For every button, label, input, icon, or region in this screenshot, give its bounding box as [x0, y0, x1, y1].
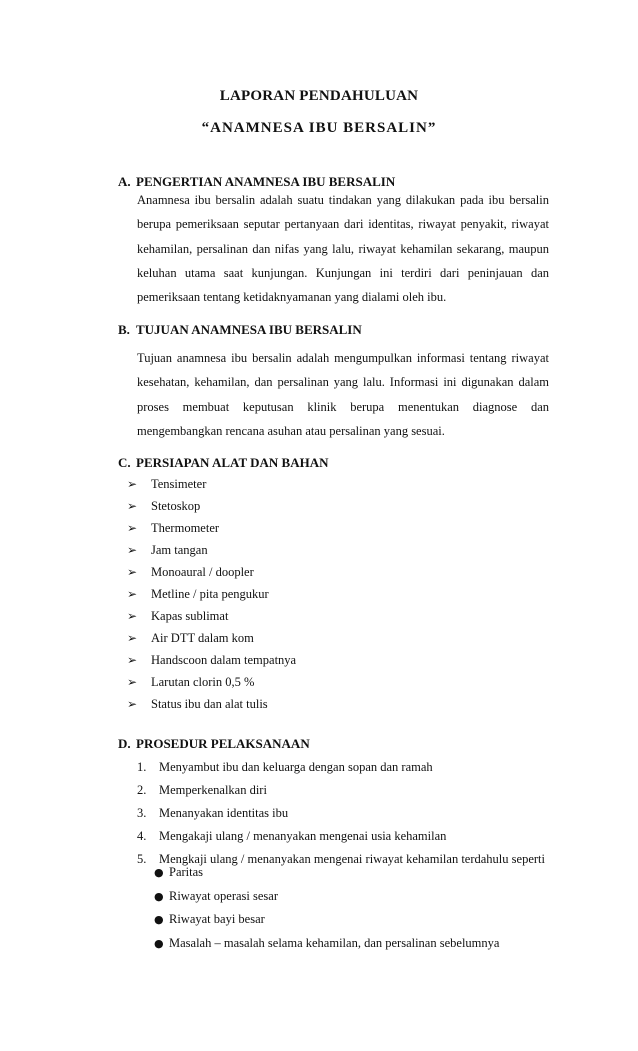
list-item: ➢ Tensimeter	[127, 473, 296, 495]
arrow-bullet-icon: ➢	[127, 697, 138, 711]
sub-list-item: ● Riwayat bayi besar	[154, 908, 499, 932]
section-letter: B.	[118, 322, 130, 337]
list-item: ➢ Thermometer	[127, 517, 296, 539]
document-title: LAPORAN PENDAHULUAN	[219, 88, 419, 104]
arrow-bullet-icon: ➢	[127, 499, 138, 513]
list-item: ➢ Handscoon dalam tempatnya	[127, 649, 296, 671]
procedure-steps	[137, 756, 545, 871]
section-d-heading	[118, 736, 310, 752]
step-item: 5. Mengkaji ulang / menanyakan mengenai riwayat kehamilan terdahulu seperti	[137, 852, 545, 866]
section-letter: A.	[118, 174, 131, 189]
history-sublist	[154, 861, 499, 955]
dot-bullet-icon: ●	[154, 936, 164, 950]
arrow-bullet-icon: ➢	[127, 609, 138, 623]
step-item: 2. Memperkenalkan diri	[137, 783, 267, 797]
section-c-heading	[118, 455, 329, 471]
arrow-bullet-icon: ➢	[127, 477, 138, 491]
section-letter: D.	[118, 736, 131, 751]
arrow-bullet-icon: ➢	[127, 565, 138, 579]
sub-list-item: ● Masalah – masalah selama kehamilan, dan persalinan sebelumnya	[154, 932, 499, 956]
section-title: PERSIAPAN ALAT DAN BAHAN	[136, 455, 329, 470]
list-item: ➢ Kapas sublimat	[127, 605, 296, 627]
list-item: ➢ Jam tangan	[127, 539, 296, 561]
arrow-bullet-icon: ➢	[127, 587, 138, 601]
section-title: TUJUAN ANAMNESA IBU BERSALIN	[136, 322, 362, 337]
section-b-heading	[118, 322, 362, 338]
dot-bullet-icon: ●	[154, 913, 164, 926]
arrow-bullet-icon: ➢	[127, 521, 138, 535]
section-letter: C.	[118, 455, 131, 470]
dot-bullet-icon: ●	[154, 866, 164, 879]
section-title: PENGERTIAN ANAMNESA IBU BERSALIN	[136, 174, 396, 189]
list-item: ➢ Status ibu dan alat tulis	[127, 693, 296, 715]
equipment-list	[127, 473, 296, 715]
section-a-paragraph: Anamnesa ibu bersalin adalah suatu tindakan yang dilakukan pada ibu bersalin berupa pemeriksaan seputar pertanyaan dari identitas, riwayat penyakit, riwayat kehamilan, persalinan dan nifas yang lalu, riwayat kehamilan sekarang, maupun keluhan utama saat kunjungan. Kunjungan ini terdiri dari peninjauan dan pemeriksaan tentang ketidaknyamanan yang dialami oleh ibu.	[137, 193, 549, 305]
sub-list-item: ● Paritas	[154, 861, 499, 885]
list-item: ➢ Air DTT dalam kom	[127, 627, 296, 649]
arrow-bullet-icon: ➢	[127, 631, 138, 645]
sub-list-item: ● Riwayat operasi sesar	[154, 885, 499, 909]
step-item: 3. Menanyakan identitas ibu	[137, 806, 289, 820]
step-item: 4. Mengakaji ulang / menanyakan mengenai usia kehamilan	[137, 829, 447, 843]
list-item: ➢ Monoaural / doopler	[127, 561, 296, 583]
dot-bullet-icon: ●	[154, 889, 164, 903]
section-title: PROSEDUR PELAKSANAAN	[136, 736, 310, 751]
arrow-bullet-icon: ➢	[127, 653, 138, 667]
step-item: 1. Menyambut ibu dan keluarga dengan sopan dan ramah	[137, 760, 433, 774]
list-item: ➢ Stetoskop	[127, 495, 296, 517]
list-item: ➢ Larutan clorin 0,5 %	[127, 671, 296, 693]
section-b-paragraph: Tujuan anamnesa ibu bersalin adalah mengumpulkan informasi tentang riwayat kesehatan, kehamilan, dan persalinan yang lalu. Informasi ini digunakan dalam proses membuat keputusan klinik berupa menentukan diagnose dan mengembangkan rencana asuhan atau persalinan yang sesuai.	[137, 351, 549, 438]
arrow-bullet-icon: ➢	[127, 543, 138, 557]
document-subtitle: “ANAMNESA IBU BERSALIN”	[201, 120, 437, 136]
arrow-bullet-icon: ➢	[127, 675, 138, 689]
list-item: ➢ Metline / pita pengukur	[127, 583, 296, 605]
